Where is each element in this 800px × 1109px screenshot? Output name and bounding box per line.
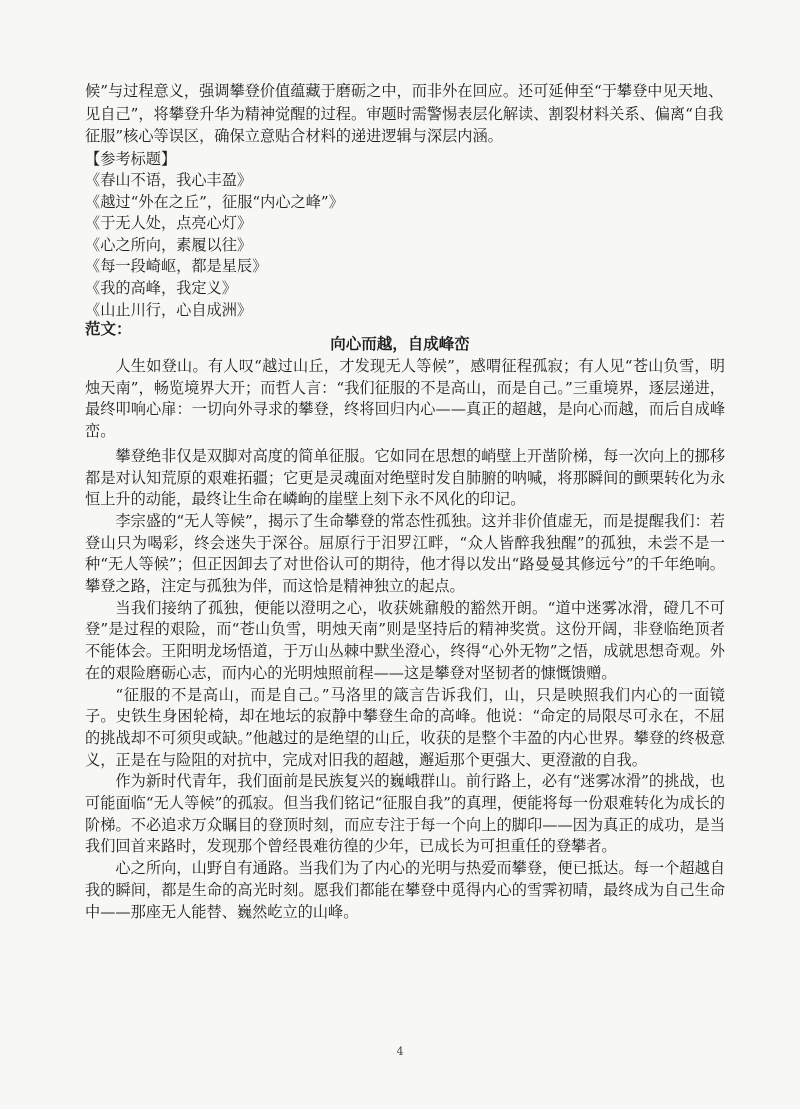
essay-paragraph: “征服的不是高山，而是自己。”马洛里的箴言告诉我们，山，只是映照我们内心的一面镜子。史铁生身困轮椅，却在地坛的寂静中攀登生命的高峰。他说：“命定的局限尽可永在，不屈的挑战却不可须臾或缺。”他越过的是绝望的山丘，收获的是整个丰盈的内心世界。攀登的终极意义，正是在与险阻的对抗中，完成对旧我的超越，邂逅那个更强大、更澄澈的自我。 <box>85 685 725 769</box>
reference-title-item: 《我的高峰，我定义》 <box>85 278 237 297</box>
reference-title-item: 《心之所向，素履以往》 <box>85 235 253 254</box>
essay-title: 向心而越，自成峰峦 <box>330 334 470 353</box>
reference-title-item: 《越过“外在之丘”，征服“内心之峰”》 <box>85 192 344 211</box>
intro-section <box>85 80 733 148</box>
essay-paragraph: 人生如登山。有人叹“越过山丘，才发现无人等候”，感喟征程孤寂；有人见“苍山负雪，明烛天南”，畅览境界大开；而哲人言：“我们征服的不是高山，而是自己。”三重境界，逐层递进，最终叩响心扉：一切向外寻求的攀登，终将回归内心——真正的超越，是向心而越，而后自成峰峦。 <box>85 357 725 441</box>
essay-paragraph: 当我们接纳了孤独，便能以澄明之心，收获姚鼐般的豁然开朗。“道中迷雾冰滑，磴几不可登”是过程的艰险，而“苍山负雪，明烛天南”则是坚持后的精神奖赏。这份开阔，非登临绝顶者不能体会。王阳明龙场悟道，于万山丛棘中默坐澄心，终得“心外无物”之悟，成就思想奇观。外在的艰险磨砺心志，而内心的光明烛照前程——这是攀登对坚韧者的慷慨馈赠。 <box>85 598 725 682</box>
reference-titles-heading: 【参考标题】 <box>85 150 177 168</box>
reference-title-item: 《春山不语，我心丰盈》 <box>85 171 253 189</box>
essay-paragraph: 作为新时代青年，我们面前是民族复兴的巍峨群山。前行路上，必有“迷雾冰滑”的挑战，也可能面临“无人等候”的孤寂。但当我们铭记“征服自我”的真理，便能将每一份艰难转化为成长的阶梯。不必追求万众瞩目的登顶时刻，而应专注于每一个向上的脚印——因为真正的成功，是当我们回首来路时，发现那个曾经畏难彷徨的少年，已成长为可担重任的登攀者。 <box>85 772 725 856</box>
reference-titles-list <box>85 170 344 321</box>
essay-body <box>85 356 725 923</box>
intro-paragraph: 候”与过程意义，强调攀登价值蕴藏于磨砺之中，而非外在回应。还可延伸至“于攀登中见天地、见自己”，将攀登升华为精神觉醒的过程。审题时需警惕表层化解读、割裂材料关系、偏离“自我征服”核心等误区，确保立意贴合材料的递进逻辑与深层内涵。 <box>85 82 724 145</box>
essay-paragraph: 攀登绝非仅是双脚对高度的简单征服。它如同在思想的峭壁上开凿阶梯，每一次向上的挪移都是对认知荒原的艰难拓疆；它更是灵魂面对绝壁时发自肺腑的呐喊，将那瞬间的颤栗转化为永恒上升的动能，最终让生命在嶙峋的崖壁上刻下永不风化的印记。 <box>85 446 725 509</box>
reference-title-item: 《于无人处，点亮心灯》 <box>85 214 253 233</box>
sample-essay-label: 范文： <box>85 319 132 338</box>
reference-title-item: 《山止川行，心自成洲》 <box>85 300 253 319</box>
page-number: 4 <box>396 1045 404 1058</box>
essay-paragraph: 心之所向，山野自有通路。当我们为了内心的光明与热爱而攀登，便已抵达。每一个超越自我的瞬间，都是生命的高光时刻。愿我们都能在攀登中觅得内心的雪霁初晴，最终成为自己生命中——那座无人能替、巍然屹立的山峰。 <box>85 859 725 921</box>
reference-title-item: 《每一段崎岖，都是星辰》 <box>85 257 268 276</box>
essay-paragraph: 李宗盛的“无人等候”，揭示了生命攀登的常态性孤独。这并非价值虚无，而是提醒我们：若登山只为喝彩，终会迷失于深谷。屈原行于汨罗江畔，“众人皆醉我独醒”的孤独，未尝不是一种“无人等候”；但正因卸去了对世俗认可的期待，他才得以发出“路曼曼其修远兮”的千年绝响。攀登之路，注定与孤独为伴，而这恰是精神独立的起点。 <box>85 511 725 596</box>
